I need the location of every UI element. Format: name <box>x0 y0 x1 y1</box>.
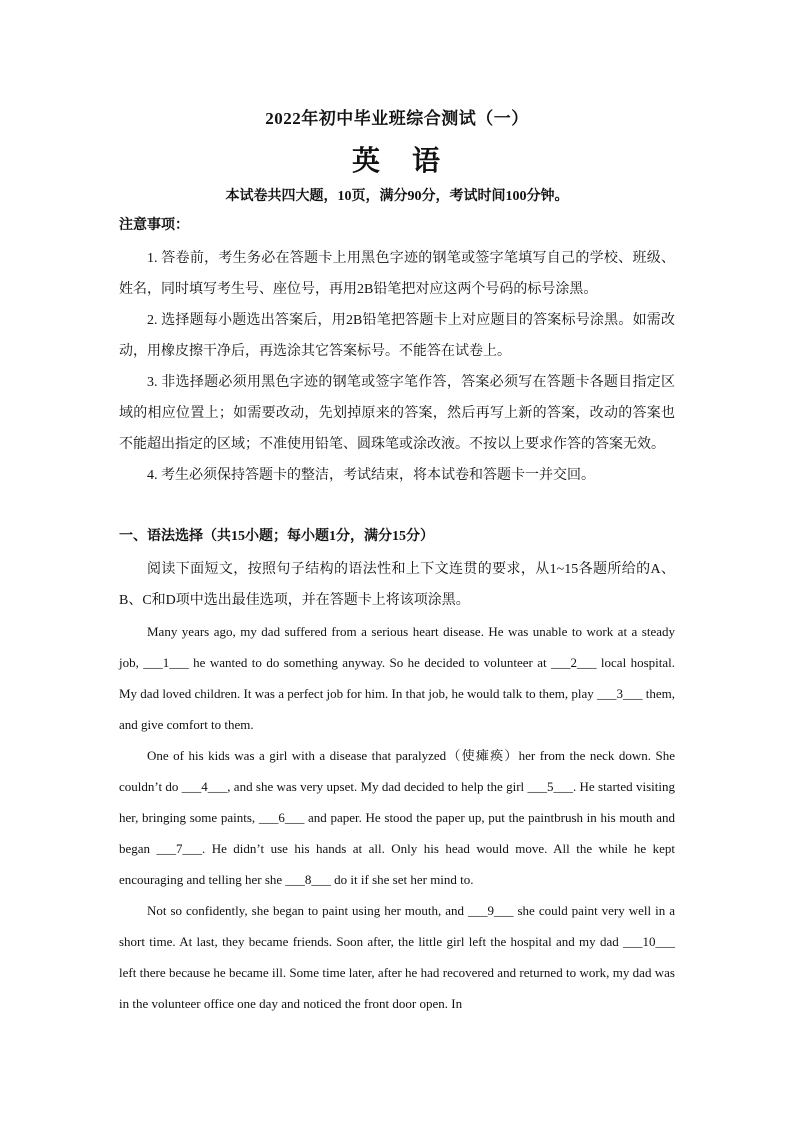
directions-text: 阅读下面短文，按照句子结构的语法性和上下文连贯的要求，从1~15各题所给的A、B、C和D项中选出最佳选项，并在答题卡上将该项涂黑。 <box>119 562 675 608</box>
passage-paragraph: One of his kids was a girl with a disease that paralyzed（使瘫痪）her from the neck down. She couldn’t do ___4___, and she was very upset. My dad decided to help the girl ___5___. He started visiting her, bringing some paints, ___6___ and paper. He stood the paper up, put the paintbrush in his mouth and began ___7___. He didn’t use his hands at all. Only his head would move. All the while he kept encouraging and telling her she ___8___ do it if she set her mind to. <box>119 748 675 887</box>
notice-item: 2. 选择题每小题选出答案后，用2B铅笔把答题卡上对应题目的答案标号涂黑。如需改动，用橡皮擦干净后，再选涂其它答案标号。不能答在试卷上。 <box>119 313 675 359</box>
notice-item: 4. 考生必须保持答题卡的整洁，考试结束，将本试卷和答题卡一并交回。 <box>147 468 595 483</box>
section-heading: 一、语法选择（共15小题；每小题1分，满分15分） <box>119 529 434 544</box>
notice-list <box>119 243 675 491</box>
reading-passage <box>119 616 675 1019</box>
exam-info: 本试卷共四大题，10页，满分90分，考试时间100分钟。 <box>225 189 569 204</box>
section-directions <box>119 554 675 616</box>
notice-item: 3. 非选择题必须用黑色字迹的钢笔或签字笔作答，答案必须写在答题卡各题目指定区域的相应位置上；如需要改动，先划掉原来的答案，然后再写上新的答案，改动的答案也不能超出指定的区域；不准使用铅笔、圆珠笔或涂改液。不按以上要求作答的答案无效。 <box>119 375 675 452</box>
subject-title: 英 语 <box>351 146 442 177</box>
passage-paragraph: Not so confidently, she began to paint using her mouth, and ___9___ she could paint very well in a short time. At last, they became friends. Soon after, the little girl left the hospital and my dad ___10___ left there because he became ill. Some time later, after he had recovered and returned to work, my dad was in the volunteer office one day and noticed the front door open. In <box>119 903 675 1011</box>
passage-paragraph: Many years ago, my dad suffered from a serious heart disease. He was unable to work at a steady job, ___1___ he wanted to do something anyway. So he decided to volunteer at ___2___ local hospital. My dad loved children. It was a perfect job for him. In that job, he would talk to them, play ___3___ them, and give comfort to them. <box>119 624 675 732</box>
notice-heading: 注意事项： <box>119 218 189 233</box>
notice-item: 1. 答卷前，考生务必在答题卡上用黑色字迹的钢笔或签字笔填写自己的学校、班级、姓名，同时填写考生号、座位号，再用2B铅笔把对应这两个号码的标号涂黑。 <box>119 251 675 297</box>
exam-title: 2022年初中毕业班综合测试（一） <box>265 109 529 128</box>
